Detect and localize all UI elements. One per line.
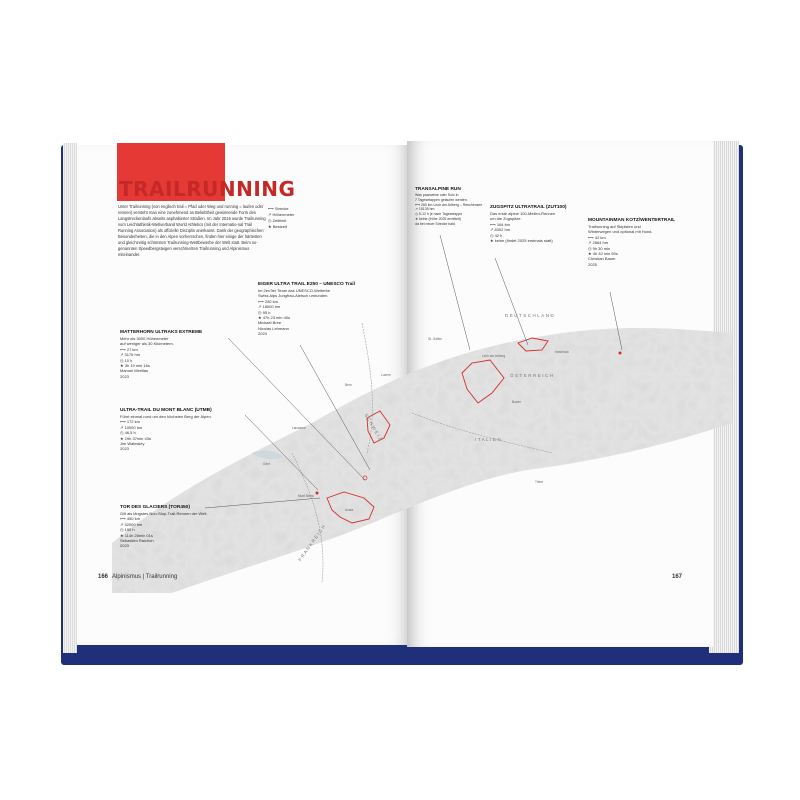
race-record-holder: Mickael Bree — [258, 320, 282, 326]
legend — [268, 206, 294, 230]
left-page-number: 166 — [98, 574, 109, 580]
country-frankreich: FRANKREICH — [297, 522, 327, 563]
race-stat: ⟷ 260 km Lech am Arlberg – Reschensee — [415, 202, 483, 207]
page-title: TRAILRUNNING — [119, 177, 296, 201]
race-stat: ↗ 18000 hm — [258, 304, 281, 310]
race-title: MOUNTAINMAN KOTZ/WENTERTRAIL — [588, 218, 676, 223]
city-lech: Lech am Arlberg — [482, 354, 506, 358]
race-record-holder: Nicolas Lehmann — [258, 325, 289, 331]
leader-utmb — [245, 415, 318, 490]
race-eiger — [258, 282, 373, 337]
city-bern: Bern — [345, 383, 352, 387]
legend-item-time-limit: ◷ Zeitlimit — [268, 218, 287, 223]
city-trient: Trient — [535, 480, 544, 484]
city-bozen: Bozen — [512, 400, 522, 404]
race-stat: ★ 3h 19 min 16s — [120, 363, 150, 369]
race-note: da bei neuer Strecke bald — [415, 221, 455, 226]
race-stat: ⟷ 164 km — [490, 221, 510, 227]
city-genf: Genf — [263, 462, 270, 466]
country-oesterreich: ÖSTERREICH — [510, 373, 555, 378]
race-matterhorn — [120, 330, 235, 379]
legend-item-record: ★ Bestzeit — [268, 224, 287, 229]
race-year: 2024 — [258, 331, 267, 337]
race-stat: ◷ 10 h — [120, 357, 133, 363]
race-stat: ↗ 10000 hm — [120, 424, 143, 430]
race-stat: ◷ 46,5 h — [120, 430, 136, 436]
country-deutschland: DEUTSCHLAND — [505, 313, 556, 318]
right-page-number: 167 — [672, 574, 683, 580]
race-desc: Swiss Alps Jungfrau-Aletsch umrunden. — [258, 293, 329, 299]
race-desc: Gilt als längstes Non-Stop-Trail-Rennen der Welt. — [120, 511, 208, 516]
race-stat: ↗ 3176 hm — [120, 352, 141, 358]
leader-transalpine — [440, 235, 470, 350]
country-schweiz: SCHWEIZ — [363, 412, 384, 443]
race-desc: auf weniger als 30 Kilometern. — [120, 341, 174, 347]
race-stat: ⟷ 27 km — [120, 346, 138, 352]
race-year: 2023 — [120, 373, 129, 379]
race-stat: ◷ 42 h — [490, 232, 503, 238]
race-stat: ◷ 9h 30 min — [588, 245, 611, 251]
race-zugspitz — [490, 205, 590, 243]
left-footer — [98, 574, 177, 580]
race-year: 2025 — [588, 261, 597, 267]
race-stat: ★ keine (frühe 2025 ermittelt) — [415, 216, 461, 221]
race-stat: ⟷ 172 km — [120, 419, 140, 425]
race-title: TOR DES GLACIERS (TOR450) — [120, 505, 190, 510]
race-stat: ◷ 95 h — [258, 309, 271, 315]
leader-zugspitz — [495, 258, 528, 345]
race-desc: Trailrunning auf Skipisten und — [588, 224, 641, 229]
race-stat: ★ 114h 28min 01s — [120, 532, 153, 538]
race-utmb — [120, 408, 250, 452]
race-year: 2023 — [120, 446, 129, 452]
race-title: ZUGSPITZ ULTRATRAIL (ZUT100) — [490, 205, 567, 210]
legend-item-distance: ⟷ Strecke — [268, 206, 289, 211]
race-desc: Was paarweise oder Solo in — [415, 193, 459, 197]
race-stat: ★ 19h 37min 43s — [120, 435, 151, 441]
race-record-holder: Manuel Merillas — [120, 368, 149, 374]
race-year: 2023 — [120, 543, 129, 549]
country-italien: ITALIEN — [475, 437, 503, 442]
legend-item-elevation: ↗ Höhenmeter — [268, 212, 295, 217]
city-lausanne: Lausanne — [292, 426, 307, 430]
city-innsbruck: Innsbruck — [555, 350, 569, 354]
race-record-holder: Sebastien Raichon — [120, 538, 154, 544]
race-stat: ↗ 15135 hm — [415, 207, 435, 212]
race-desc: um die Zugspitze. — [490, 216, 522, 222]
race-desc: Winterwegen und optional mit Hund. — [588, 229, 653, 235]
race-stat: ⟷ 250 km — [258, 298, 278, 304]
race-stat: ↗ 32000 hm — [120, 521, 143, 527]
race-stat: ⟷ 42 km — [588, 234, 606, 240]
city-mont-blanc: Mont Blanc — [298, 494, 314, 498]
race-mountainman — [588, 218, 698, 267]
race-stat: ★ 4h 32 min 50s — [588, 251, 618, 257]
race-stat: ↗ 2664 hm — [588, 240, 609, 246]
leader-eiger — [300, 345, 370, 470]
city-st-gallen: St. Gallen — [428, 337, 442, 341]
city-luzern: Luzern — [381, 373, 391, 377]
race-record-holder: Christian Bauer — [588, 256, 616, 262]
race-stat: ★ 47h 23 min 40s — [258, 315, 291, 321]
intro-text: Unter Trailrunning (von englisch trail = Pfad oder Weg und running = laufen oder rennen) versteht man eine zunehmend an Beliebtheit gewinnende Form des Langstreckenlaufs abseits asphaltierter Straßen. Im Jahr 2015 wurde Trailrunning vom Leichtathletik-Weltverband World Athletics (mit der Internatio-nal Trail Running Association) als offizielle Disziplin anerkannt. Dank der geographischen Besonderheiten, die in den Alpen vorherrschen, finden hier einige der härtesten und gleichzeitig schönsten Trailrunning-Wettbewerbe der Welt statt. Beim so-genannten Speedbergsteigen verschmelzen Trailrunning und Alpinismus miteinander. — [118, 204, 266, 257]
race-stat: ◷ 190 h — [120, 527, 135, 533]
race-stat: ⟷ 450 km — [120, 516, 140, 522]
race-stat: ◷ 5-12 h je nach Tagesetappe — [415, 212, 463, 217]
race-title: EIGER ULTRA TRAIL E250 – UNESCO Trail — [258, 282, 355, 287]
race-desc: Mehr als 3000 Höhenmeter — [120, 336, 169, 341]
race-stat: ↗ 8302 hm — [490, 227, 511, 233]
race-desc: 7 Tagesetappen gelaufen werden. — [415, 197, 468, 202]
race-record-holder: Jim Walmsley — [120, 441, 145, 447]
race-desc: Im 2er/3er Team das UNESCO-Welterbe — [258, 288, 331, 293]
race-title: TRANSALPINE RUN — [415, 187, 461, 192]
leader-mountainman — [610, 292, 622, 350]
city-aosta: Aosta — [345, 508, 354, 512]
race-desc: Das erste alpine 100-Meilen-Rennen — [490, 211, 556, 216]
race-title: ULTRA-TRAIL DU MONT BLANC (UTMB) — [120, 408, 212, 413]
race-stat: ★ keine (findet 2025 erstmals statt) — [490, 238, 553, 244]
race-desc: Führt einmal rund um den höchsten Berg der Alpen. — [120, 414, 212, 419]
race-tor-des-glaciers — [120, 505, 250, 549]
race-title: MATTERHORN ULTRAKS EXTREME — [120, 330, 203, 335]
left-running-head: Alpinismus | Trailrunning — [112, 574, 178, 580]
